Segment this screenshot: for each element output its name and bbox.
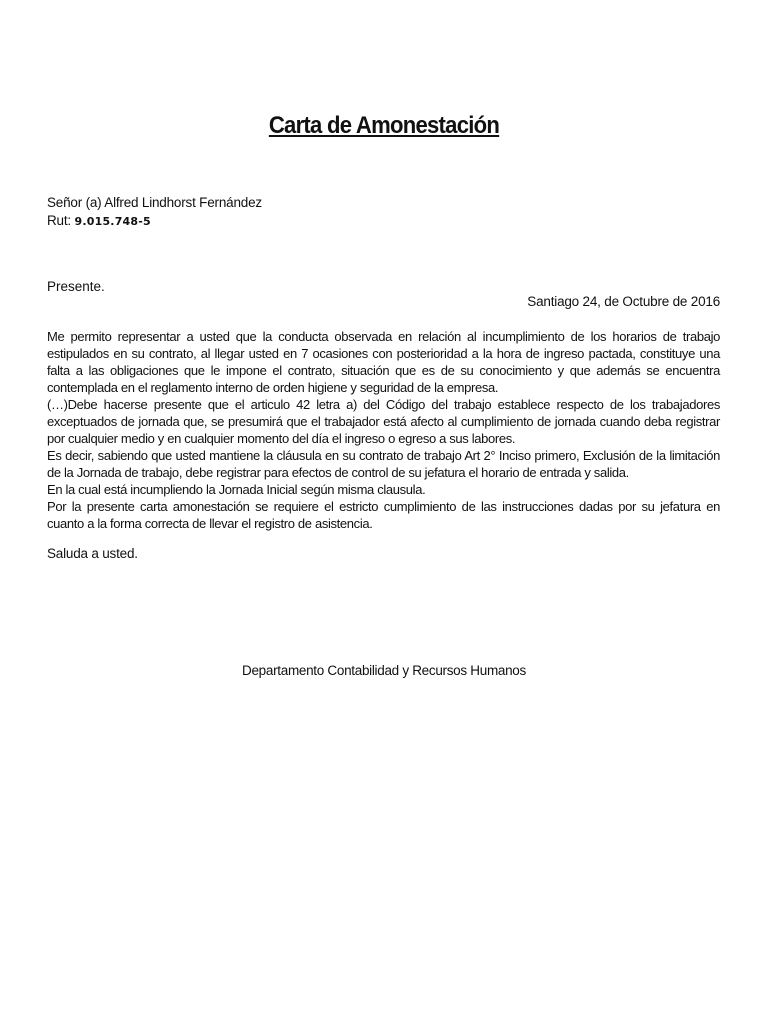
rut-label: Rut: <box>47 213 75 228</box>
letter-title: Carta de Amonestación <box>268 112 500 139</box>
signature-department: Departamento Contabilidad y Recursos Humanos <box>242 663 526 678</box>
body-paragraph-1: Me permito representar a usted que la conducta observada en relación al incumplimiento de los horarios de trabajo estipulados en su contrato, al llegar usted en 7 ocasiones con posterioridad a la hora de ingreso pactada, constituye una falta a las obligaciones que le impone el contrato, situación que es de su conocimiento y que además se encuentra contemplada en el reglamento interno de orden higiene y seguridad de la empresa. <box>47 329 720 395</box>
body-paragraph-3: Es decir, sabiendo que usted mantiene la cláusula en su contrato de trabajo Art 2° Inciso primero, Exclusión de la limitación de la Jornada de trabajo, debe registrar para efectos de control de su jefatura el horario de entrada y salida. <box>47 448 720 480</box>
body-paragraph-2: (…)Debe hacerse presente que el articulo 42 letra a) del Código del trabajo establece respecto de los trabajadores exceptuados de jornada que, se presumirá que el trabajador está afecto al cumplimiento de jornada cuando deba registrar por cualquier medio y en cualquier momento del día el ingreso o egreso a sus labores. <box>47 397 720 446</box>
letter-body <box>47 328 720 532</box>
addressee-block <box>47 194 262 231</box>
rut-line <box>47 212 262 231</box>
greeting: Presente. <box>47 279 105 294</box>
addressee-name: Señor (a) Alfred Lindhorst Fernández <box>47 195 262 210</box>
letter-date: Santiago 24, de Octubre de 2016 <box>527 294 720 309</box>
body-paragraph-5: Por la presente carta amonestación se requiere el estricto cumplimiento de las instrucciones dadas por su jefatura en cuanto a la forma correcta de llevar el registro de asistencia. <box>47 499 720 531</box>
rut-value: 9.015.748-5 <box>74 215 151 228</box>
body-paragraph-4: En la cual está incumpliendo la Jornada Inicial según misma clausula. <box>47 482 426 497</box>
closing: Saluda a usted. <box>47 546 138 561</box>
